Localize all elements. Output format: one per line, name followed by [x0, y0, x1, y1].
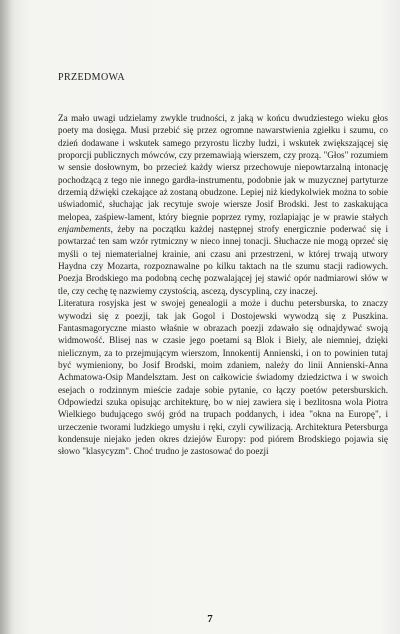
chapter-heading: PRZEDMOWA: [58, 72, 125, 83]
text-run: Za mało uwagi udzielamy zwykle trudności, z jaką w końcu dwudziestego wieku głos poety ma dosięga. Musi przebić się przez ogromne nawarstwienia zgiełku i szumu, co dzień dodawane i wskutek samego przyrostu liczby ludzi, i wskutek zwiększającej się proporcji publicznych mówców, czy przemawiają wierszem, czy prozą. "Głos" rozumiem w sensie dosłownym, bo przecież każdy wiersz przechowuje niepowtarzalną intonację pochodzącą z tego nie innego gardła-instrumentu, podobnie jak w muzycznej partyturze drzemią dźwięki czekające aż zostaną obudzone. Lepiej niż kiedykolwiek można to sobie uświadomić, słuchając jak recytuje swoje wiersze Josif Brodski. Jest to zaskakująca melopea, zaśpiew-lament, który biegnie poprzez rymy, rozlapiając je w prawie stałych: [58, 113, 388, 222]
body-text: [58, 112, 388, 458]
binding-shadow: [0, 0, 14, 634]
text-run: Literatura rosyjska jest w swojej genealogii a może i duchu petersburska, to znaczy wywodzi się z poezji, tak jak Gogol i Dostojewski wywodzą się z Puszkina. Fantasmagoryczne miasto właśnie w obrazach poezji zdawało się odnajdywać swoją widmowość. Blisej nas w czasie jego poetami są Blok i Biely, ale niemniej, dzięki nielicznym, za to przejmującym wierszom, Innokentij Annienski, i on to powinien tutaj być wymieniony, bo Josif Brodski, moim zdaniem, należy do linii Annienski-Anna Achmatowa-Osip Mandelsztam. Jest on całkowicie świadomy dziedzictwa i w swoich esejach o rodzinnym mieście zadaje sobie pytanie, co łączy poetów petersburskich. Odpowiedzi szuka opisując architekturę, bo w niej zawiera się i bezlitosna wola Piotra Wielkiego budującego swój gród na trupach poddanych, i idea "okna na Europę", i urzeczenie tworami ludzkiego umysłu i ręki, czyli cywilizacją. Architektura Petersburga kondensuje niejako jeden okres dziejów Europy: pod piórem Brodskiego pojawia się słowo "klasycyzm". Choć trudno je zastosować do poezji: [58, 298, 388, 457]
paragraph: [58, 112, 388, 297]
italic-text: enjambements: [58, 224, 111, 235]
paragraph: [58, 297, 388, 457]
text-run: , żeby na początku każdej następnej strofy energicznie poderwać się i powtarzać ten sam wzór rytmiczny w nieco innej tonacji. Słuchacze nie mogą oprzeć się myśli o tej niematerialnej krainie, ani czasu ani przestrzeni, w której trwają utwory Haydna czy Mozarta, rozpoznawalne po kilku taktach na tle szumu stacji radiowych. Poezja Brodskiego ma podobną cechę pozwalającej jej stawić opór nadmiarowi słów w tle, czy cechę tę nazwiemy czystością, ascezą, dyscypliną, czy inaczej.: [58, 224, 388, 296]
page-number: 7: [207, 613, 213, 625]
